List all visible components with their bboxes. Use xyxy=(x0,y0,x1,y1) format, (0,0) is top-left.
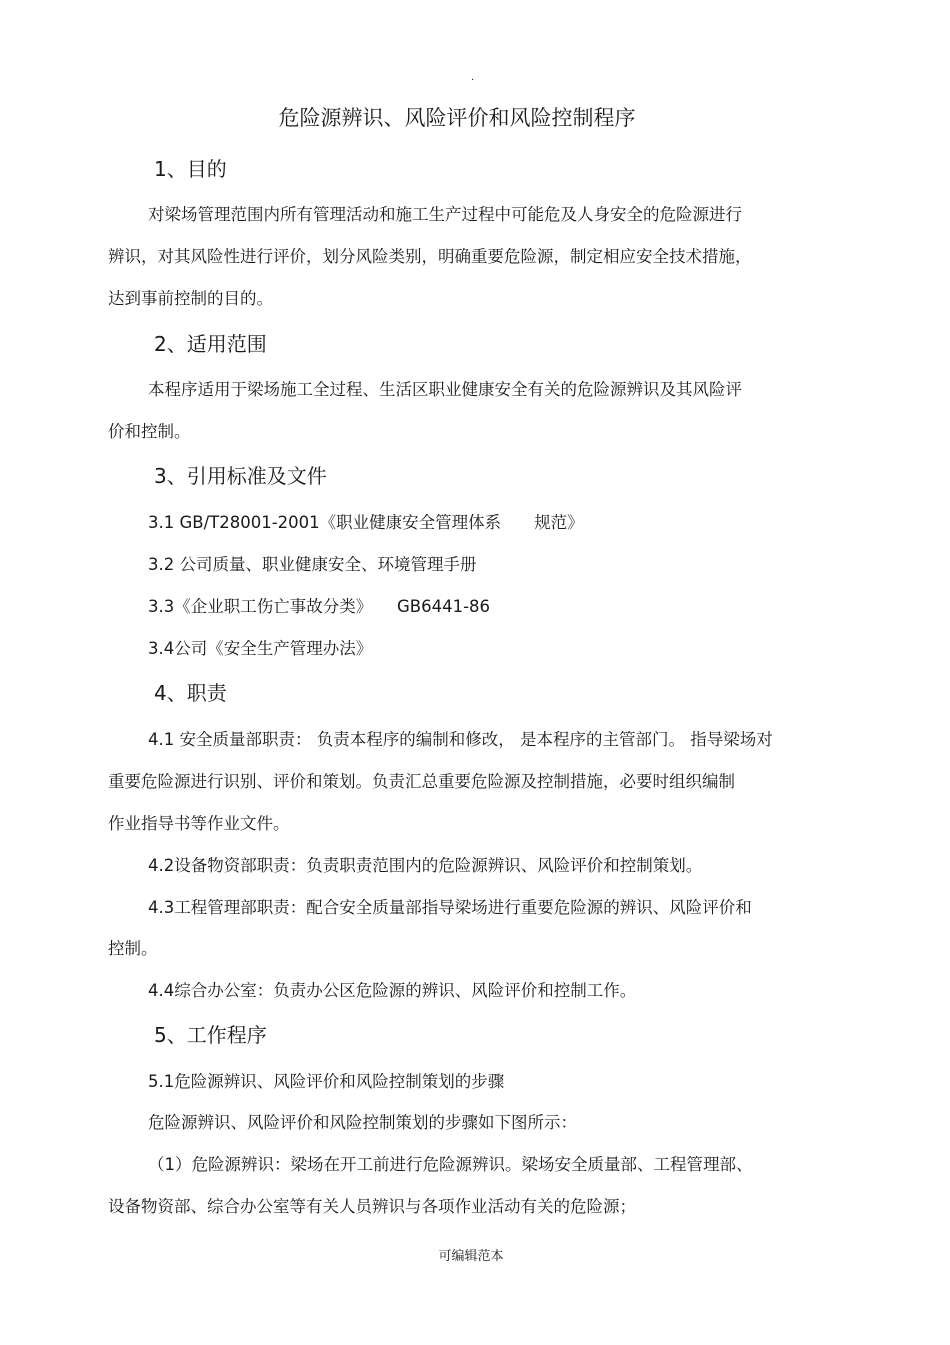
paragraph-line: 危险源辨识、风险评价和风险控制策划的步骤如下图所示： xyxy=(148,1113,577,1132)
section-heading: 1、目的 xyxy=(154,157,227,181)
section-heading: 4、职责 xyxy=(154,681,227,705)
document-title: 危险源辨识、风险评价和风险控制程序 xyxy=(278,106,636,130)
reference-item: 3.2 公司质量、职业健康安全、环境管理手册 xyxy=(148,555,477,574)
paragraph-line: 4.3工程管理部职责：配合安全质量部指导梁场进行重要危险源的辨识、风险评价和 xyxy=(148,898,752,917)
paragraph-line: 4.2设备物资部职责：负责职责范围内的危险源辨识、风险评价和控制策划。 xyxy=(148,856,703,875)
page-footer: 可编辑范本 xyxy=(438,1249,504,1264)
header-dot: . xyxy=(471,72,475,83)
section-heading: 5、工作程序 xyxy=(154,1023,267,1047)
paragraph-line: 对梁场管理范围内所有管理活动和施工生产过程中可能危及人身安全的危险源进行 xyxy=(148,205,742,224)
section-heading: 2、适用范围 xyxy=(154,332,267,356)
paragraph-line: （1）危险源辨识：梁场在开工前进行危险源辨识。梁场安全质量部、工程管理部、 xyxy=(148,1155,753,1174)
paragraph-line: 达到事前控制的目的。 xyxy=(108,289,273,308)
section-heading: 3、引用标准及文件 xyxy=(154,464,327,488)
paragraph-line: 价和控制。 xyxy=(108,422,191,441)
reference-item: 3.4公司《安全生产管理办法》 xyxy=(148,639,373,658)
paragraph-line: 控制。 xyxy=(108,939,158,958)
paragraph-line: 重要危险源进行识别、评价和策划。负责汇总重要危险源及控制措施，必要时组织编制 xyxy=(108,772,735,791)
paragraph-line: 本程序适用于梁场施工全过程、生活区职业健康安全有关的危险源辨识及其风险评 xyxy=(148,380,742,399)
paragraph-line: 4.1 安全质量部职责： 负责本程序的编制和修改， 是本程序的主管部门。 指导梁场对 xyxy=(148,730,773,749)
paragraph-line: 设备物资部、综合办公室等有关人员辨识与各项作业活动有关的危险源； xyxy=(108,1197,636,1216)
reference-item: 3.1 GB/T28001-2001《职业健康安全管理体系 规范》 xyxy=(148,513,584,532)
paragraph-line: 辨识，对其风险性进行评价，划分风险类别，明确重要危险源，制定相应安全技术措施， xyxy=(108,247,752,266)
reference-item: 3.3《企业职工伤亡事故分类》 GB6441-86 xyxy=(148,597,491,616)
paragraph-line: 5.1危险源辨识、风险评价和风险控制策划的步骤 xyxy=(148,1072,505,1091)
paragraph-line: 作业指导书等作业文件。 xyxy=(108,814,290,833)
paragraph-line: 4.4综合办公室：负责办公区危险源的辨识、风险评价和控制工作。 xyxy=(148,981,637,1000)
